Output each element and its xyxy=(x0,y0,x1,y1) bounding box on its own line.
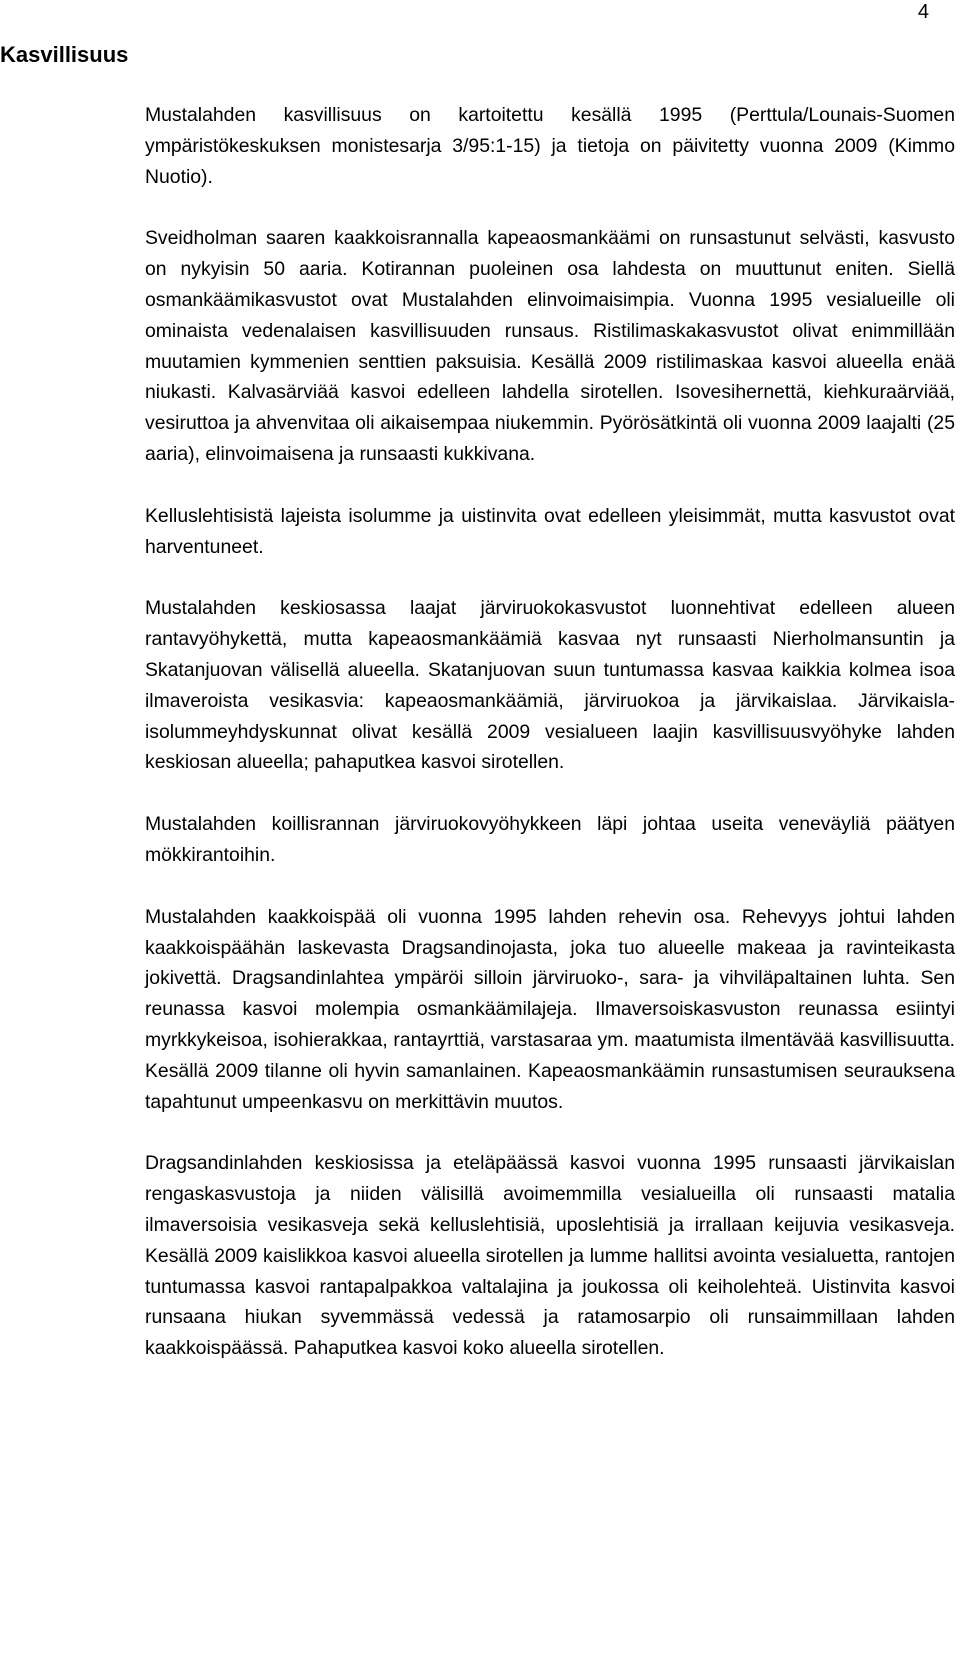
section-title: Kasvillisuus xyxy=(0,42,129,67)
paragraph-2: Sveidholman saaren kaakkoisrannalla kapeaosmankäämi on runsastunut selvästi, kasvusto on nykyisin 50 aaria. Kotirannan puoleinen osa lahdesta on muuttunut eniten. Siellä osmankäämikasvustot ovat Mustalahden elinvoimaisimpia. Vuonna 1995 vesialueille oli ominaista vedenalaisen kasvillisuuden runsaus. Ristilimaskakasvustot olivat enimmillään muutamien kymmenien senttien paksuisia. Kesällä 2009 ristilimaskaa kasvoi alueella enää niukasti. Kalvasärviää kasvoi edelleen lahdella sirotellen. Isovesihernettä, kiehkuraärviää, vesiruttoa ja ahvenvitaa oli aikaisempaa niukemmin. Pyörösätkintä oli vuonna 2009 laajalti (25 aaria), elinvoimaisena ja runsaasti kukkivana. xyxy=(145,227,955,465)
paragraph-4: Mustalahden keskiosassa laajat järviruokokasvustot luonnehtivat edelleen alueen rantavyöhykettä, mutta kapeaosmankäämiä kasvaa nyt runsaasti Nierholmansuntin ja Skatanjuovan välisellä alueella. Skatanjuovan suun tuntumassa kasvaa kaikkia kolmea isoa ilmaveroista vesikasvia: kapeaosmankäämiä, järviruokoa ja järvikaislaa. Järvikaisla-isolummeyhdyskunnat olivat kesällä 2009 vesialueen laajin kasvillisuusvyöhyke lahden keskiosan alueella; pahaputkea kasvoi sirotellen. xyxy=(145,597,955,774)
paragraph-7: Dragsandinlahden keskiosissa ja eteläpäässä kasvoi vuonna 1995 runsaasti järvikaislan rengaskasvustoja ja niiden välisillä avoimemmilla vesialueilla oli runsaasti matalia ilmaversoisia vesikasveja sekä kelluslehtisiä, uposlehtisiä ja irrallaan keijuvia vesikasveja. Kesällä 2009 kaislikkoa kasvoi alueella sirotellen ja lumme hallitsi avointa vesialuetta, rantojen tuntumassa kasvoi rantapalpakkoa valtalajina ja joukossa oli keiholehteä. Uistinvita kasvoi runsaana hiukan syvemmässä vedessä ja ratamosarpio oli runsaimmillaan lahden kaakkoispäässä. Pahaputkea kasvoi koko alueella sirotellen. xyxy=(145,1152,955,1360)
page-number: 4 xyxy=(917,1,929,23)
body-text xyxy=(145,100,955,1395)
paragraph-6: Mustalahden kaakkoispää oli vuonna 1995 lahden rehevin osa. Rehevyys johtui lahden kaakkoispäähän laskevasta Dragsandinojasta, joka tuo alueelle makeaa ja ravinteikasta jokivettä. Dragsandinlahtea ympäröi silloin järviruoko-, sara- ja vihviläpaltainen luhta. Sen reunassa kasvoi molempia osmankäämilajeja. Ilmaversoiskasvuston reunassa esiintyi myrkkykeisoa, isohierakkaa, rantayrttiä, varstasaraa ym. maatumista ilmentävää kasvillisuutta. Kesällä 2009 tilanne oli hyvin samanlainen. Kapeaosmankäämin runsastumisen seurauksena tapahtunut umpeenkasvu on merkittävin muutos. xyxy=(145,905,955,1113)
paragraph-5: Mustalahden koillisrannan järviruokovyöhykkeen läpi johtaa useita veneväyliä päätyen mökkirantoihin. xyxy=(145,813,955,866)
paragraph-1: Mustalahden kasvillisuus on kartoitettu kesällä 1995 (Perttula/Lounais-Suomen ympäristökeskuksen monistesarja 3/95:1-15) ja tietoja on päivitetty vuonna 2009 (Kimmo Nuotio). xyxy=(145,104,955,188)
paragraph-3: Kelluslehtisistä lajeista isolumme ja uistinvita ovat edelleen yleisimmät, mutta kasvustot ovat harventuneet. xyxy=(145,504,955,558)
